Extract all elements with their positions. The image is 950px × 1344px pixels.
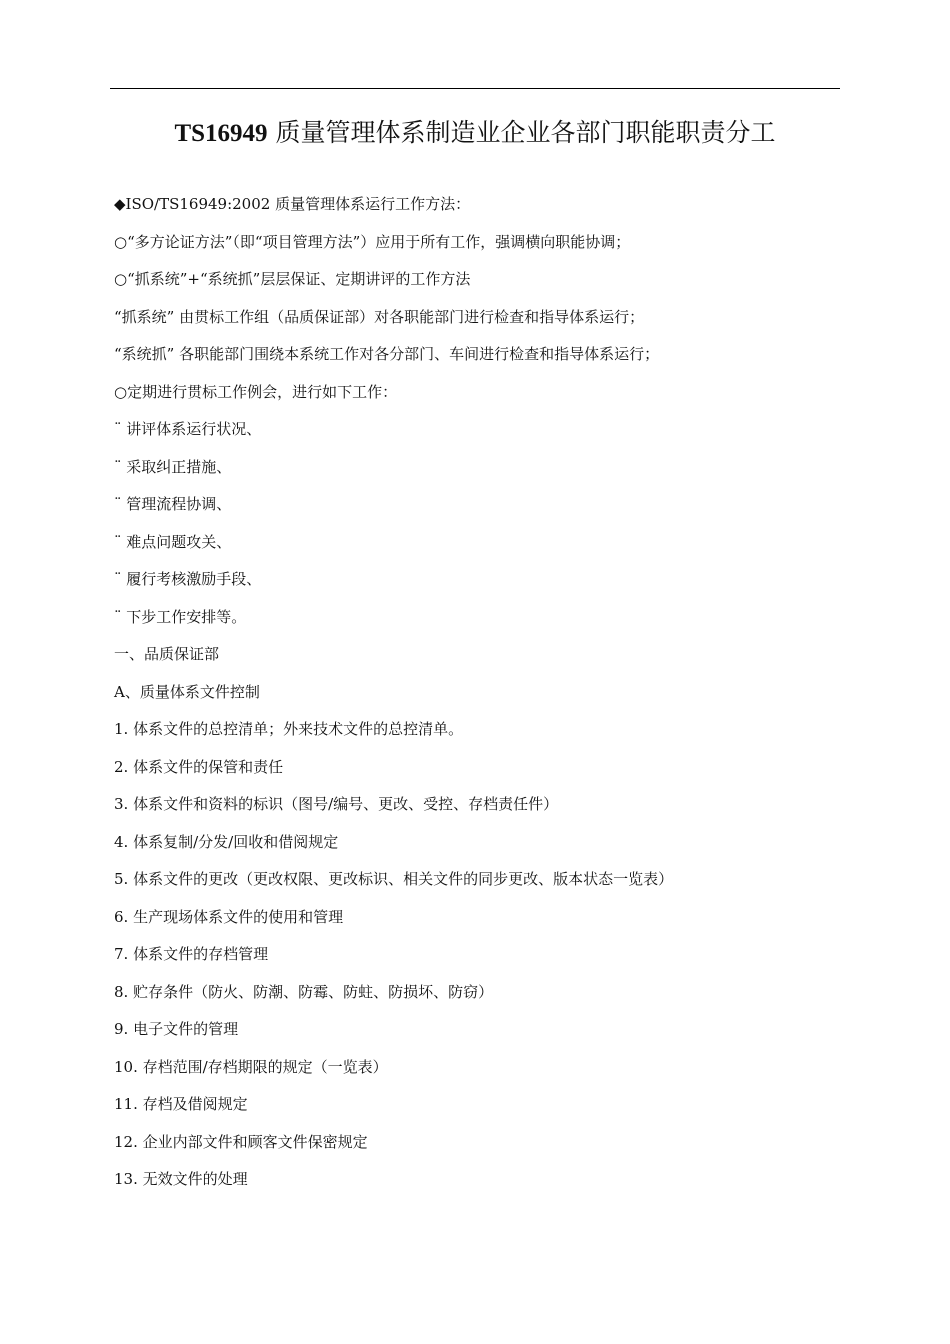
list-item: 11. 存档及借阅规定 [114, 1095, 248, 1113]
list-item: 9. 电子文件的管理 [114, 1020, 239, 1038]
body-line: ○定期进行贯标工作例会，进行如下工作： [114, 382, 398, 401]
document-title [110, 115, 840, 152]
list-item: 6. 生产现场体系文件的使用和管理 [114, 907, 344, 926]
body-line: ○“抓系统”+“系统抓”层层保证、定期讲评的工作方法 [114, 270, 471, 288]
section-heading: 一、品质保证部 [114, 645, 220, 663]
subsection-heading: A、质量体系文件控制 [114, 682, 260, 701]
body-line: ¨ 下步工作安排等。 [114, 607, 247, 626]
body-line: ¨ 难点问题攻关、 [114, 532, 232, 551]
body-line: ¨ 采取纠正措施、 [114, 457, 232, 476]
list-item: 7. 体系文件的存档管理 [114, 945, 269, 963]
body-line: ◆ISO/TS16949:2002 质量管理体系运行工作方法： [114, 195, 471, 213]
body-line: ¨ 管理流程协调、 [114, 495, 232, 513]
list-item: 1. 体系文件的总控清单；外来技术文件的总控清单。 [114, 720, 464, 738]
title-standard-code: TS16949 [174, 120, 268, 147]
list-item: 8. 贮存条件（防火、防潮、防霉、防蛀、防损坏、防窃） [114, 982, 494, 1001]
body-line: ¨ 讲评体系运行状况、 [114, 420, 262, 438]
list-item: 2. 体系文件的保管和责任 [114, 757, 284, 776]
body-line: “系统抓” 各职能部门围绕本系统工作对各分部门、车间进行检查和指导体系运行； [114, 345, 660, 363]
list-item: 4. 体系复制/分发/回收和借阅规定 [114, 832, 339, 851]
header-rule [110, 88, 840, 89]
body-line: ¨ 履行考核激励手段、 [114, 570, 262, 588]
list-item: 10. 存档范围/存档期限的规定（一览表） [114, 1057, 388, 1076]
document-body [114, 186, 844, 1199]
list-item: 3. 体系文件和资料的标识（图号/编号、更改、受控、存档责任件） [114, 795, 559, 813]
title-text: 质量管理体系制造业企业各部门职能职责分工 [267, 118, 776, 147]
body-line: ○“多方论证方法”（即“项目管理方法”）应用于所有工作，强调横向职能协调； [114, 232, 631, 251]
list-item: 13. 无效文件的处理 [114, 1170, 248, 1188]
body-line: “抓系统” 由贯标工作组（品质保证部）对各职能部门进行检查和指导体系运行； [114, 307, 645, 326]
list-item: 5. 体系文件的更改（更改权限、更改标识、相关文件的同步更改、版本状态一览表） [114, 870, 674, 888]
list-item: 12. 企业内部文件和顾客文件保密规定 [114, 1132, 368, 1151]
